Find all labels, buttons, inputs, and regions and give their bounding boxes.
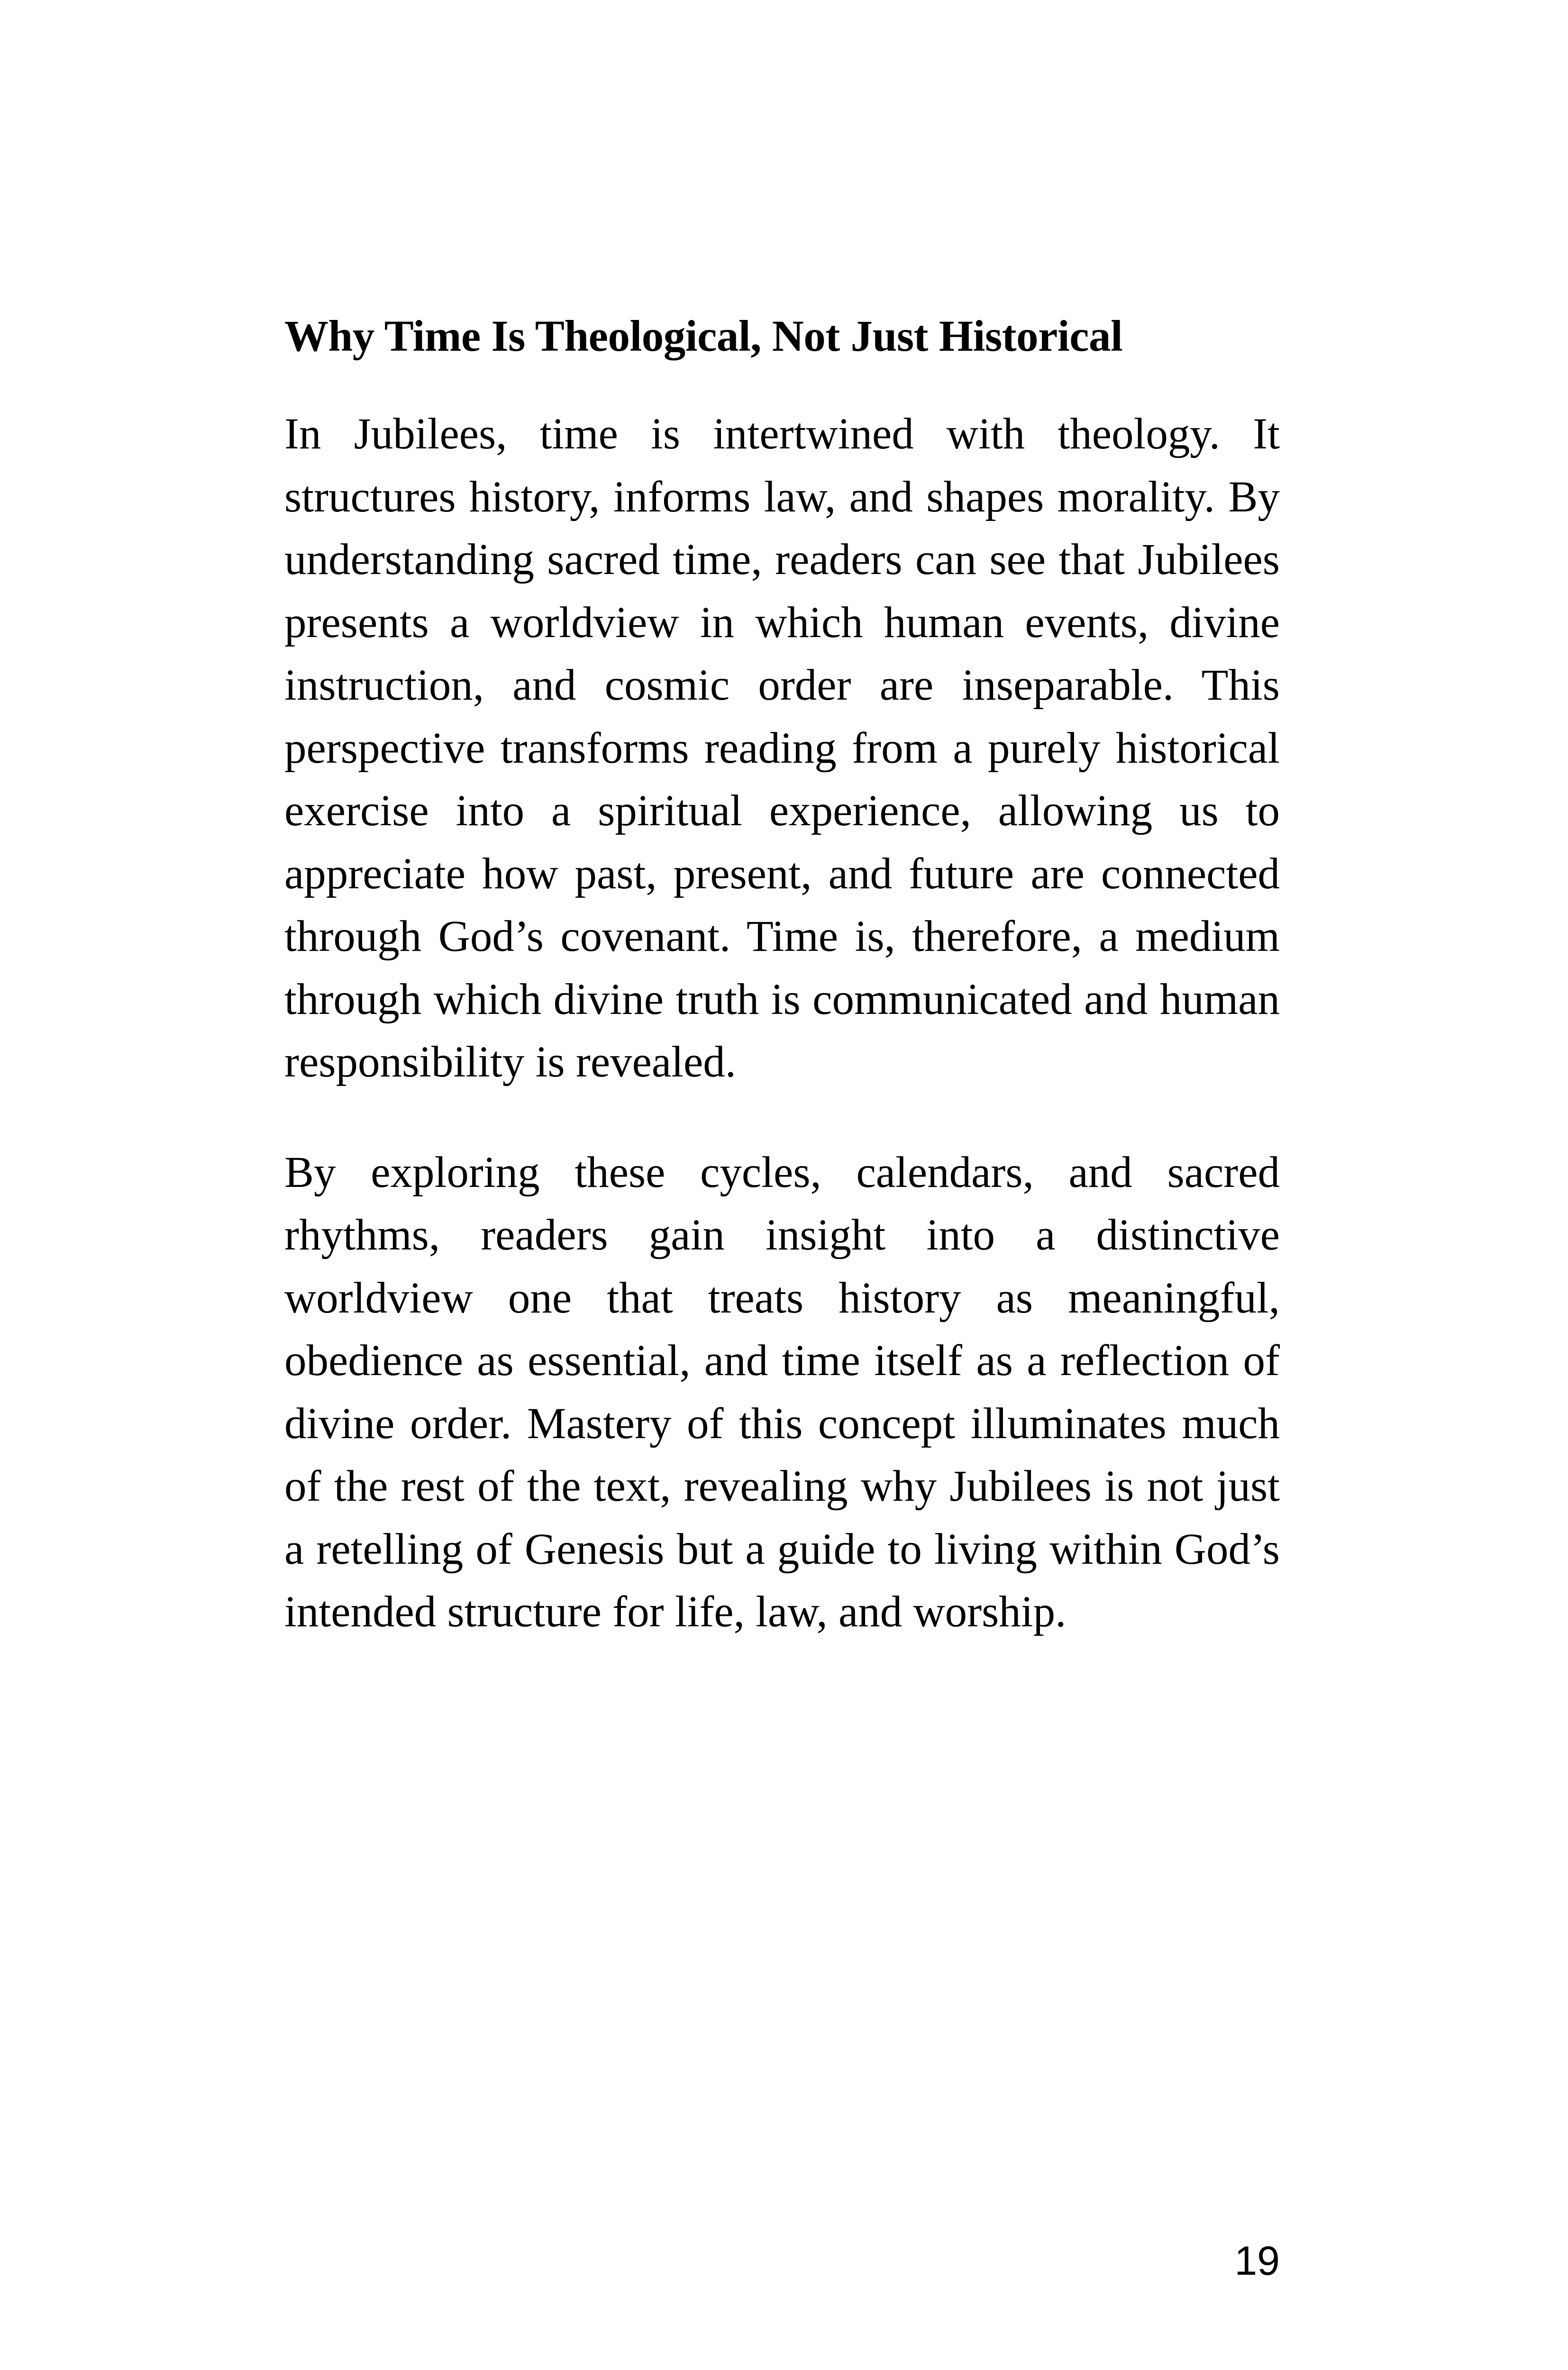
page-content	[284, 308, 1280, 1691]
body-paragraph-2: By exploring these cycles, calendars, and sacred rhythms, readers gain insight into a distinctive worldview one that treats history as meaningful, obedience as essential, and time itself as a reflection of divine order. Mastery of this concept illuminates much of the rest of the text, revealing why Jubilees is not just a retelling of Genesis but a guide to living within God’s intended structure for life, law, and worship.	[284, 1148, 1280, 1636]
section-heading: Why Time Is Theological, Not Just Historical	[284, 312, 1123, 361]
page-number: 19	[1234, 2238, 1280, 2284]
body-paragraph-1: In Jubilees, time is intertwined with theology. It structures history, informs law, and shapes morality. By understanding sacred time, readers can see that Jubilees presents a worldview in which human events, divine instruction, and cosmic order are inseparable. This perspective transforms reading from a purely historical exercise into a spiritual experience, allowing us to appreciate how past, present, and future are connected through God’s covenant. Time is, therefore, a medium through which divine truth is communicated and human responsibility is revealed.	[284, 410, 1280, 1086]
